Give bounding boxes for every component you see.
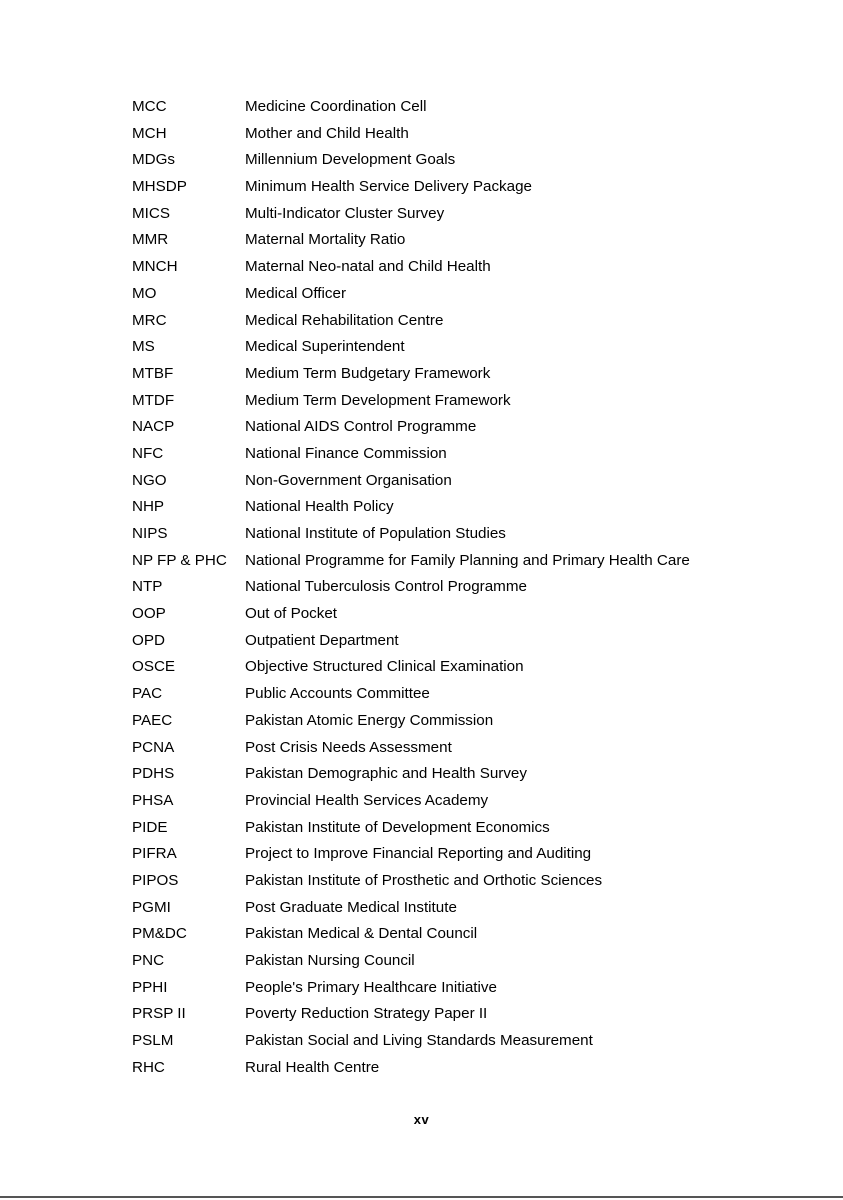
abbreviation-definition: Minimum Health Service Delivery Package (245, 178, 532, 196)
abbreviation-row (132, 815, 832, 842)
abbreviation-row (132, 1001, 832, 1028)
abbreviation-term: PAC (132, 685, 163, 703)
abbreviation-definition: Public Accounts Committee (245, 685, 430, 703)
abbreviation-term: PIFRA (132, 845, 177, 863)
abbreviation-term: PM&DC (132, 925, 187, 943)
abbreviation-term: PSLM (132, 1032, 174, 1050)
abbreviation-term: PAEC (132, 711, 173, 729)
abbreviation-row (132, 761, 832, 788)
abbreviation-row (132, 1028, 832, 1055)
abbreviation-row (132, 574, 832, 601)
abbreviation-term: PNC (132, 952, 165, 969)
abbreviation-term: PRSP II (132, 1005, 186, 1023)
abbreviation-definition: Project to Improve Financial Reporting and Auditing (245, 845, 592, 863)
abbreviation-definition: Poverty Reduction Strategy Paper II (245, 1005, 488, 1023)
abbreviation-definition: National Health Policy (245, 498, 394, 516)
abbreviation-definition: Pakistan Medical & Dental Council (245, 925, 478, 943)
abbreviation-term: MICS (132, 204, 170, 222)
abbreviation-row (132, 868, 832, 895)
abbreviation-definition: National AIDS Control Programme (245, 418, 477, 436)
page-bottom-edge (0, 1196, 843, 1198)
abbreviation-definition: Post Graduate Medical Institute (245, 898, 457, 916)
abbreviation-term: MCH (132, 124, 167, 142)
abbreviation-term: MDGs (132, 151, 176, 169)
abbreviation-term: MS (132, 338, 155, 356)
abbreviation-definition: Non-Government Organisation (245, 471, 452, 489)
abbreviation-definition: National Finance Commission (245, 444, 447, 462)
abbreviation-term: MNCH (132, 258, 178, 276)
abbreviation-term: PIDE (132, 818, 168, 836)
abbreviation-row (132, 895, 832, 922)
abbreviation-definition: National Programme for Family Planning and Primary Health Care (245, 551, 690, 569)
abbreviation-row (132, 441, 832, 468)
abbreviation-definition: Maternal Mortality Ratio (245, 231, 406, 249)
abbreviation-term: OPD (132, 631, 165, 649)
abbreviation-definition: Medical Rehabilitation Centre (245, 311, 444, 329)
abbreviation-term: OSCE (132, 658, 176, 676)
abbreviation-term: MMR (132, 231, 169, 249)
abbreviation-row (132, 654, 832, 681)
abbreviation-definition: Millennium Development Goals (245, 151, 456, 169)
abbreviation-term: MHSDP (132, 178, 187, 196)
abbreviation-term: NACP (132, 418, 175, 436)
abbreviation-term: PIPOS (132, 871, 179, 889)
abbreviation-definition: National Tuberculosis Control Programme (245, 578, 527, 596)
abbreviation-definition: Provincial Health Services Academy (245, 791, 489, 809)
abbreviation-row (132, 147, 832, 174)
abbreviation-row (132, 948, 832, 975)
abbreviation-term: PPHI (132, 978, 168, 996)
abbreviation-definition: Rural Health Centre (245, 1058, 380, 1076)
abbreviation-row (132, 308, 832, 335)
abbreviation-definition: Medical Superintendent (245, 338, 405, 356)
abbreviation-row (132, 628, 832, 655)
abbreviation-definition: Post Crisis Needs Assessment (245, 738, 452, 756)
abbreviation-definition: Pakistan Social and Living Standards Measurement (245, 1032, 593, 1050)
abbreviation-definition: Pakistan Nursing Council (245, 952, 415, 969)
abbreviation-row (132, 841, 832, 868)
abbreviation-row (132, 735, 832, 762)
abbreviation-definition: People's Primary Healthcare Initiative (245, 978, 497, 996)
abbreviation-row (132, 121, 832, 148)
abbreviation-term: MTDF (132, 391, 175, 409)
abbreviation-row (132, 227, 832, 254)
abbreviation-row (132, 681, 832, 708)
abbreviation-definition: Medical Officer (245, 284, 347, 302)
abbreviation-term: MO (132, 284, 157, 302)
abbreviation-term: MTBF (132, 364, 174, 382)
abbreviation-term: NIPS (132, 525, 168, 542)
abbreviation-row (132, 468, 832, 495)
abbreviation-list (132, 94, 832, 1081)
abbreviation-term: MCC (132, 98, 167, 115)
abbreviation-definition: Medicine Coordination Cell (245, 98, 427, 115)
abbreviation-definition: Medium Term Development Framework (245, 391, 511, 409)
abbreviation-definition: Maternal Neo-natal and Child Health (245, 258, 491, 276)
abbreviation-term: PCNA (132, 738, 175, 756)
abbreviation-term: OOP (132, 605, 166, 623)
abbreviation-row (132, 548, 832, 575)
abbreviation-row (132, 254, 832, 281)
abbreviation-definition: Outpatient Department (245, 631, 399, 649)
abbreviation-term: PDHS (132, 765, 175, 783)
abbreviation-definition: Pakistan Demographic and Health Survey (245, 765, 527, 783)
abbreviation-term: NFC (132, 444, 164, 462)
abbreviation-row (132, 388, 832, 415)
abbreviation-term: RHC (132, 1058, 165, 1076)
abbreviation-term: MRC (132, 311, 167, 329)
abbreviation-row (132, 521, 832, 548)
abbreviation-row (132, 201, 832, 228)
abbreviation-term: PHSA (132, 791, 174, 809)
abbreviation-term: PGMI (132, 898, 171, 916)
abbreviation-definition: Pakistan Atomic Energy Commission (245, 711, 494, 729)
abbreviation-row (132, 788, 832, 815)
abbreviation-term: NTP (132, 578, 163, 596)
abbreviation-row (132, 601, 832, 628)
abbreviation-row (132, 921, 832, 948)
abbreviation-definition: Multi-Indicator Cluster Survey (245, 204, 445, 222)
abbreviation-term: NGO (132, 471, 167, 489)
abbreviation-row (132, 708, 832, 735)
abbreviation-row (132, 174, 832, 201)
abbreviation-row (132, 361, 832, 388)
abbreviation-row (132, 975, 832, 1002)
abbreviation-definition: Mother and Child Health (245, 124, 409, 142)
abbreviation-definition: Out of Pocket (245, 605, 338, 623)
abbreviation-row (132, 281, 832, 308)
abbreviation-definition: Medium Term Budgetary Framework (245, 364, 491, 382)
abbreviation-term: NHP (132, 498, 165, 516)
abbreviation-row (132, 494, 832, 521)
abbreviation-definition: Pakistan Institute of Development Economics (245, 818, 550, 836)
page-number: xv (413, 1112, 430, 1127)
abbreviation-row (132, 334, 832, 361)
abbreviation-term: NP FP & PHC (132, 551, 227, 569)
abbreviation-row (132, 94, 832, 121)
abbreviation-row (132, 414, 832, 441)
abbreviation-definition: Objective Structured Clinical Examination (245, 658, 524, 676)
abbreviation-row (132, 1055, 832, 1082)
abbreviation-definition: National Institute of Population Studies (245, 525, 506, 542)
abbreviation-definition: Pakistan Institute of Prosthetic and Orthotic Sciences (245, 871, 603, 889)
